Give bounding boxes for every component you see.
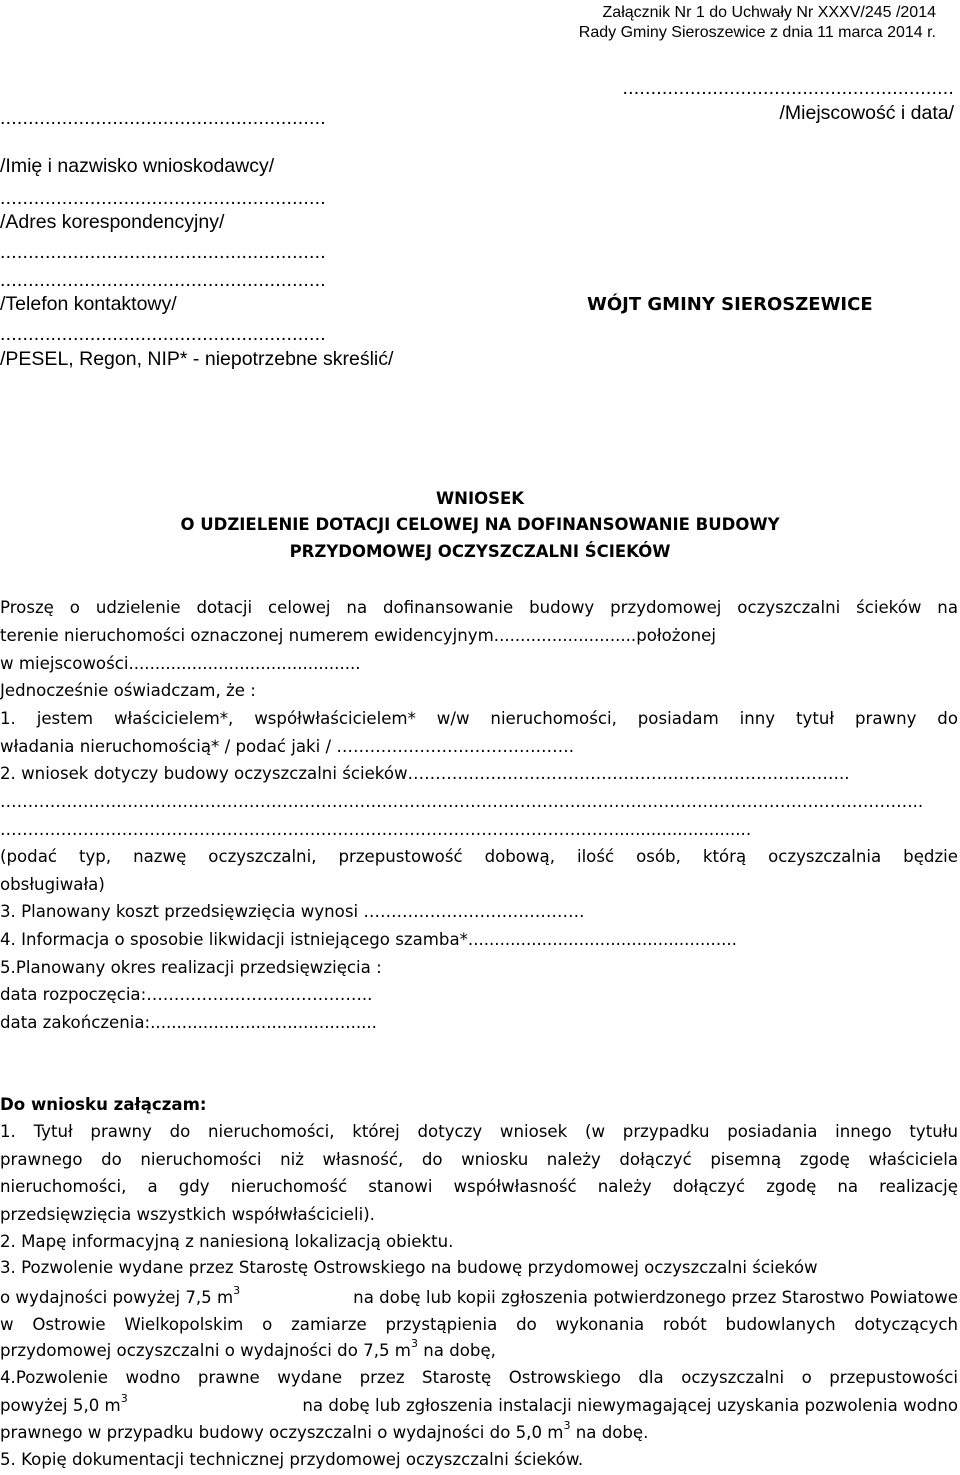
phone-dots: .......................................................... [0,269,326,291]
attachment-1-cont-1: prawnego do nieruchomości niż własność, do wniosku należy dołączyć pisemną zgodę właściciela [0,1150,958,1169]
annex-reference: Załącznik Nr 1 do Uchwały Nr XXXV/245 /2014 [602,4,936,21]
declaration-intro: Jednocześnie oświadczam, że : [0,681,256,700]
resolution-reference: Rady Gminy Sieroszewice z dnia 11 marca 2014 r. [578,24,936,41]
attachments-heading: Do wniosku załączam: [0,1095,207,1114]
declaration-item-1: 1. jestem właścicielem*, współwłaścicielem* w/w nieruchomości, posiadam inny tytuł prawny do [0,709,958,728]
form-subtitle-2: PRZYDOMOWEJ OCZYSZCZALNI ŚCIEKÓW [289,542,671,561]
attachment-3-cont-2: w Ostrowie Wielkopolskim o zamiarze przystąpienia do wykonania robót budowlanych dotyczących [0,1315,958,1334]
applicant-name-dots: .......................................................... [0,107,326,129]
address-dots: .......................................................... [0,187,326,209]
id-number-dots: .......................................................... [0,323,326,345]
attachment-1: 1. Tytuł prawny do nieruchomości, której dotyczy wniosek (w przypadku posiadania innego tytułu [0,1122,958,1141]
cubic-superscript: 3 [410,1337,418,1350]
attachment-3-per-day: na dobę, [423,1341,496,1360]
phone-label: /Telefon kontaktowy/ [0,293,177,315]
declaration-item-2-dots: ………………………………………………………………………………………………………………………………………………….. [0,792,924,811]
attachment-3-capacity-text: o wydajności powyżej 7,5 m [0,1288,234,1307]
attachment-4-capacity-limit: prawnego w przypadku budowy oczyszczalni o wydajności do 5,0 m [0,1423,564,1442]
cubic-superscript: 3 [120,1392,128,1405]
attachment-3: 3. Pozwolenie wydane przez Starostę Ostrowskiego na budowę przydomowej oczyszczalni ścieków [0,1258,818,1277]
declaration-item-4: 4. Informacja o sposobie likwidacji istniejącego szamba*................................................... [0,930,737,949]
attachment-3-cont-1 [0,1284,958,1311]
attachment-3-cont-3 [0,1337,958,1364]
declaration-item-3: 3. Planowany koszt przedsięwzięcia wynosi …………………………………. [0,902,585,921]
id-number-label: /PESEL, Regon, NIP* - niepotrzebne skreślić/ [0,348,394,370]
request-text-3: w miejscowości............................................ [0,654,361,673]
place-date-dots: ........................................................... [622,77,954,99]
form-title: WNIOSEK [435,489,525,508]
declaration-item-1-cont: władania nieruchomością* / podać jaki / ……………………………………. [0,737,575,756]
attachment-5: 5. Kopię dokumentacji technicznej przydomowej oczyszczalni ścieków. [0,1450,584,1469]
attachment-4-cont-1 [0,1392,958,1419]
attachment-4: 4.Pozwolenie wodno prawne wydane przez Starostę Ostrowskiego dla oczyszczalni o przepustowości [0,1368,958,1387]
declaration-item-2: 2. wniosek dotyczy budowy oczyszczalni ścieków…………………………………………………………………….. [0,764,850,783]
form-subtitle-1: O UDZIELENIE DOTACJI CELOWEJ NA DOFINANSOWANIE BUDOWY [180,515,780,534]
address-label: /Adres korespondencyjny/ [0,211,225,233]
request-text-2: terenie nieruchomości oznaczonej numerem ewidencyjnym...........................położonej [0,626,716,645]
declaration-item-2-dots-2: ………………………………………………………………………………………………….......................... [0,820,752,839]
recipient: WÓJT GMINY SIEROSZEWICE [587,294,873,315]
attachment-4-capacity-text: powyżej 5,0 m [0,1396,121,1415]
attachment-3-capacity-rest: na dobę lub kopii zgłoszenia potwierdzonego przez Starostwo Powiatowe [353,1288,958,1307]
applicant-name-label: /Imię i nazwisko wnioskodawcy/ [0,155,275,177]
request-text-1: Proszę o udzielenie dotacji celowej na dofinansowanie budowy przydomowej oczyszczalni ścieków na [0,598,958,617]
attachment-4-per-day: na dobę. [575,1423,649,1442]
attachment-4-cont-2 [0,1419,958,1446]
attachment-3-capacity-limit: przydomowej oczyszczalni o wydajności do 7,5 m [0,1341,411,1360]
place-date-label: /Miejscowość i data/ [779,102,954,124]
attachment-4-capacity-rest: na dobę lub zgłoszenia instalacji niewymagającej uzyskania pozwolenia wodno [302,1396,958,1415]
attachment-1-cont-2: nieruchomości, a gdy nieruchomość stanowi współwłasność należy dołączyć zgodę na realizację [0,1177,958,1196]
cubic-superscript: 3 [563,1419,571,1432]
declaration-item-2-hint-cont: obsługiwała) [0,875,105,894]
attachment-2: 2. Mapę informacyjną z naniesioną lokalizacją obiektu. [0,1232,454,1251]
declaration-item-5: 5.Planowany okres realizacji przedsięwzięcia : [0,958,382,977]
attachment-1-cont-3: przedsięwzięcia wszystkich współwłaścicieli). [0,1205,375,1224]
cubic-superscript: 3 [233,1284,241,1297]
end-date-line: data zakończenia:........................................... [0,1013,377,1032]
start-date-line: data rozpoczęcia:………………………………….. [0,985,373,1004]
address-dots-2: .......................................................... [0,241,326,263]
declaration-item-2-hint: (podać typ, nazwę oczyszczalni, przepustowość dobową, ilość osób, którą oczyszczalnia będzie [0,847,958,866]
